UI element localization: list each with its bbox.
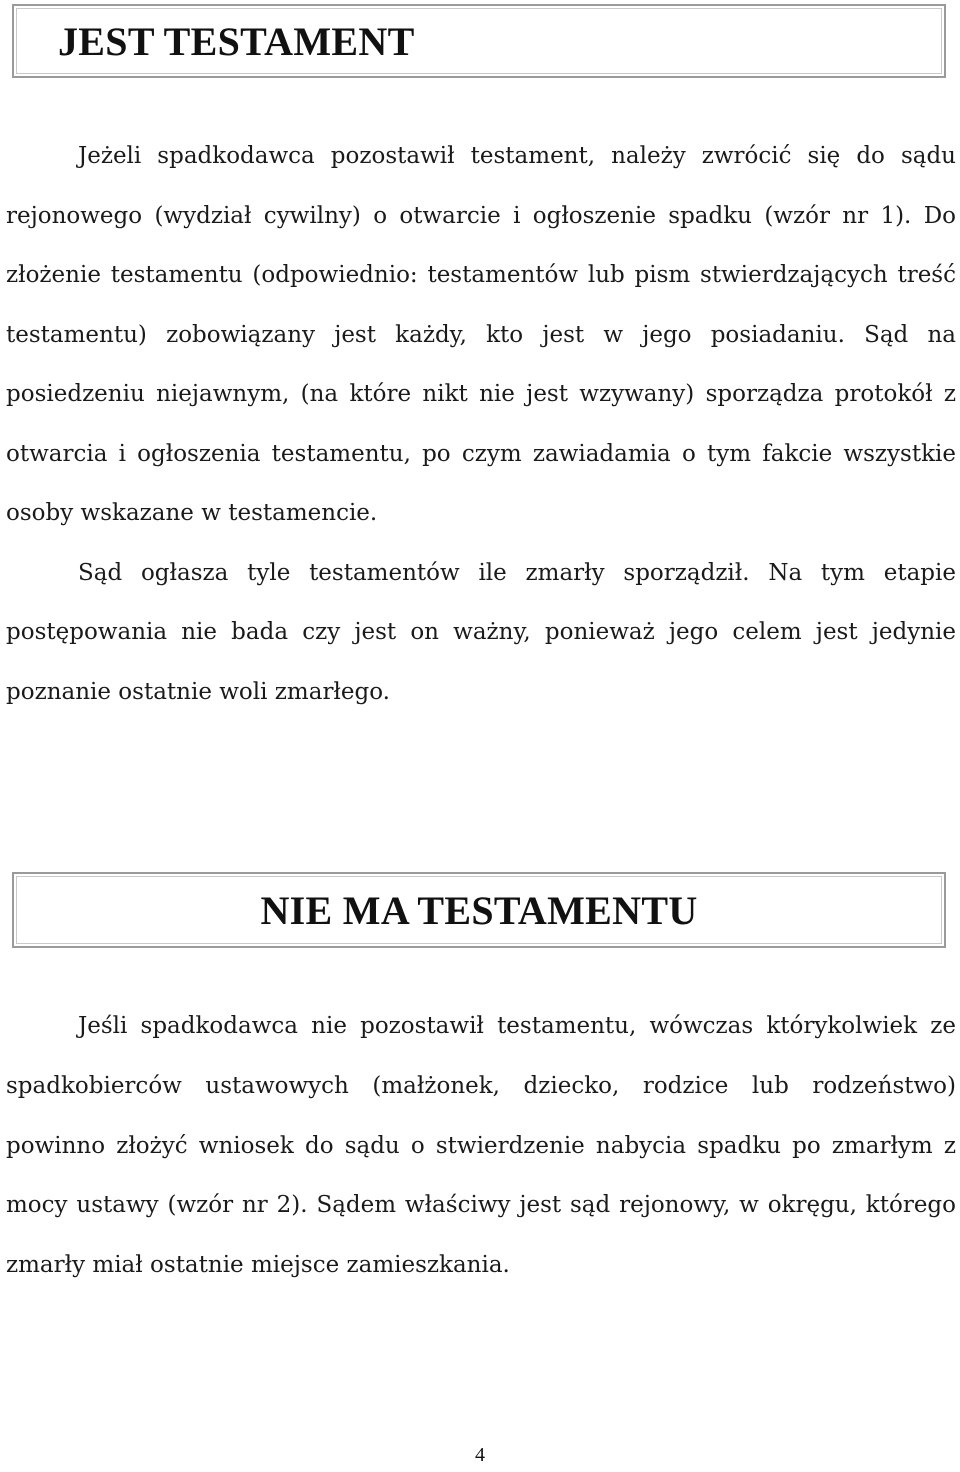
section-heading-box: [12, 4, 946, 78]
section-heading: NIE MA TESTAMENTU: [260, 887, 698, 933]
page-number: 4: [475, 1444, 485, 1466]
section-body: [6, 997, 956, 1296]
paragraph: Jeśli spadkodawca nie pozostawił testamentu, wówczas którykolwiek ze spadkobierców ustawowych (małżonek, dziecko, rodzice lub rodzeństwo) powinno złożyć wniosek do sądu o stwierdzenie nabycia spadku po zmarłym z mocy ustawy (wzór nr 2). Sądem właściwy jest sąd rejonowy, w okręgu, którego zmarły miał ostatnie miejsce zamieszkania.: [6, 1013, 956, 1279]
section-heading-box: [12, 872, 946, 948]
paragraph: Sąd ogłasza tyle testamentów ile zmarły sporządził. Na tym etapie postępowania nie bada czy jest on ważny, ponieważ jego celem jest jedynie poznanie ostatnie woli zmarłego.: [6, 559, 956, 705]
section-heading: JEST TESTAMENT: [58, 18, 415, 64]
section-body: [6, 127, 956, 722]
paragraph: Jeżeli spadkodawca pozostawił testament, należy zwrócić się do sądu rejonowego (wydział cywilny) o otwarcie i ogłoszenie spadku (wzór nr 1). Do złożenie testamentu (odpowiednio: testamentów lub pism stwierdzających treść testamentu) zobowiązany jest każdy, kto jest w jego posiadaniu. Sąd na posiedzeniu niejawnym, (na które nikt nie jest wzywany) sporządza protokół z otwarcia i ogłoszenia testamentu, po czym zawiadamia o tym fakcie wszystkie osoby wskazane w testamencie.: [6, 143, 956, 526]
